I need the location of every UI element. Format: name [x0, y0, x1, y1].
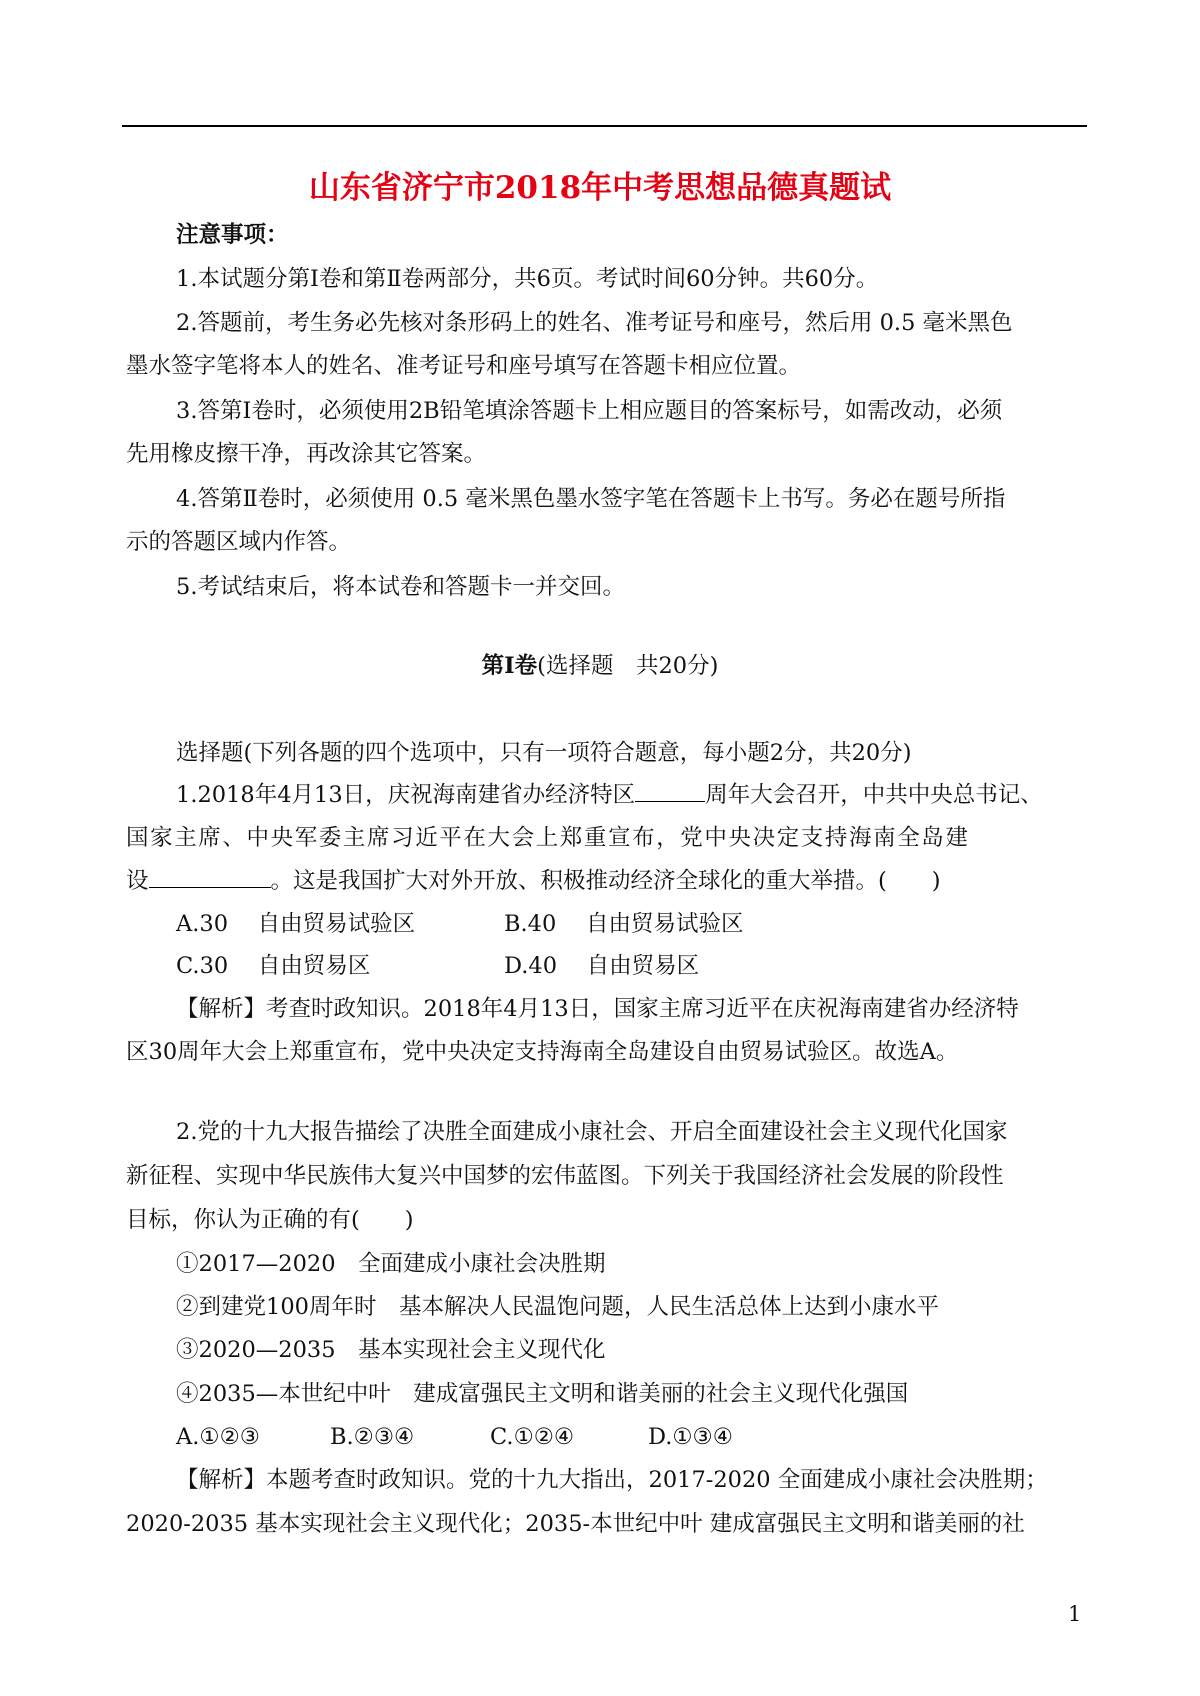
q1-line-3 — [126, 865, 941, 897]
q2-item-3: ③2020—2035 基本实现社会主义现代化 — [176, 1337, 606, 1363]
section-1-heading — [0, 650, 1200, 682]
q1-option-d: D.40 自由贸易区 — [504, 953, 700, 979]
notice-item-2-line-2: 墨水签字笔将本人的姓名、准考证号和座号填写在答题卡相应位置。 — [126, 353, 802, 379]
page-number: 1 — [1068, 1602, 1082, 1626]
section-1-heading-prefix: 第Ⅰ卷 — [481, 653, 538, 679]
q1-line-3-part-b: 。这是我国扩大对外开放、积极推动经济全球化的重大举措。( ) — [270, 868, 941, 894]
q1-line-1-part-b: 周年大会召开，中共中央总书记、 — [705, 782, 1043, 808]
q1-option-b: B.40 自由贸易试验区 — [504, 911, 744, 937]
q2-item-1: ①2017—2020 全面建成小康社会决胜期 — [176, 1251, 606, 1277]
q2-item-4: ④2035—本世纪中叶 建成富强民主文明和谐美丽的社会主义现代化强国 — [176, 1381, 909, 1407]
q2-analysis-line-1: 【解析】本题考查时政知识。党的十九大指出，2017-2020 全面建成小康社会决胜期； — [176, 1467, 1048, 1493]
q1-option-c: C.30 自由贸易区 — [176, 953, 371, 979]
q1-blank-2 — [149, 865, 271, 888]
section-1-heading-suffix: (选择题 共20分) — [537, 653, 719, 679]
q2-option-c: C.①②④ — [490, 1424, 575, 1450]
notice-heading: 注意事项： — [176, 222, 289, 248]
q1-line-1 — [176, 779, 1043, 811]
notice-item-5: 5.考试结束后，将本试卷和答题卡一并交回。 — [176, 574, 625, 600]
notice-item-3-line-1: 3.答第Ⅰ卷时，必须使用2B铅笔填涂答题卡上相应题目的答案标号，如需改动，必须 — [176, 398, 1003, 424]
section-1-intro: 选择题(下列各题的四个选项中，只有一项符合题意，每小题2分，共20分) — [176, 740, 912, 766]
q2-analysis-line-2: 2020-2035 基本实现社会主义现代化；2035-本世纪中叶 建成富强民主文明和谐美丽的社 — [126, 1511, 1025, 1537]
notice-item-4-line-2: 示的答题区域内作答。 — [126, 529, 352, 555]
q2-option-d: D.①③④ — [648, 1424, 733, 1450]
q2-option-a: A.①②③ — [176, 1424, 260, 1450]
q1-line-1-part-a: 1.2018年4月13日，庆祝海南建省办经济特区 — [176, 782, 636, 808]
q2-item-2: ②到建党100周年时 基本解决人民温饱问题，人民生活总体上达到小康水平 — [176, 1294, 939, 1320]
notice-item-4-line-1: 4.答第Ⅱ卷时，必须使用 0.5 毫米黑色墨水签字笔在答题卡上书写。务必在题号所指 — [176, 486, 1006, 512]
notice-item-2-line-1: 2.答题前，考生务必先核对条形码上的姓名、准考证号和座号，然后用 0.5 毫米黑色 — [176, 310, 1013, 336]
q2-line-1: 2.党的十九大报告描绘了决胜全面建成小康社会、开启全面建设社会主义现代化国家 — [176, 1119, 1008, 1145]
q1-line-3-part-a: 设 — [126, 868, 149, 894]
q1-option-a: A.30 自由贸易试验区 — [176, 911, 416, 937]
q2-line-2: 新征程、实现中华民族伟大复兴中国梦的宏伟蓝图。下列关于我国经济社会发展的阶段性 — [126, 1163, 1004, 1189]
notice-item-1: 1.本试题分第Ⅰ卷和第Ⅱ卷两部分，共6页。考试时间60分钟。共60分。 — [176, 266, 879, 292]
q2-line-3: 目标，你认为正确的有( ) — [126, 1207, 414, 1233]
q1-blank-1 — [635, 779, 705, 802]
q1-analysis-line-2: 区30周年大会上郑重宣布，党中央决定支持海南全岛建设自由贸易试验区。故选A。 — [126, 1039, 959, 1065]
q1-analysis-line-1: 【解析】考查时政知识。2018年4月13日，国家主席习近平在庆祝海南建省办经济特 — [176, 996, 1019, 1022]
q2-option-b: B.②③④ — [330, 1424, 415, 1450]
page-title: 山东省济宁市2018年中考思想品德真题试 — [308, 170, 892, 206]
notice-item-3-line-2: 先用橡皮擦干净，再改涂其它答案。 — [126, 441, 487, 467]
q1-line-2: 国家主席、中央军委主席习近平在大会上郑重宣布，党中央决定支持海南全岛建 — [126, 825, 970, 851]
header-rule — [122, 125, 1087, 127]
